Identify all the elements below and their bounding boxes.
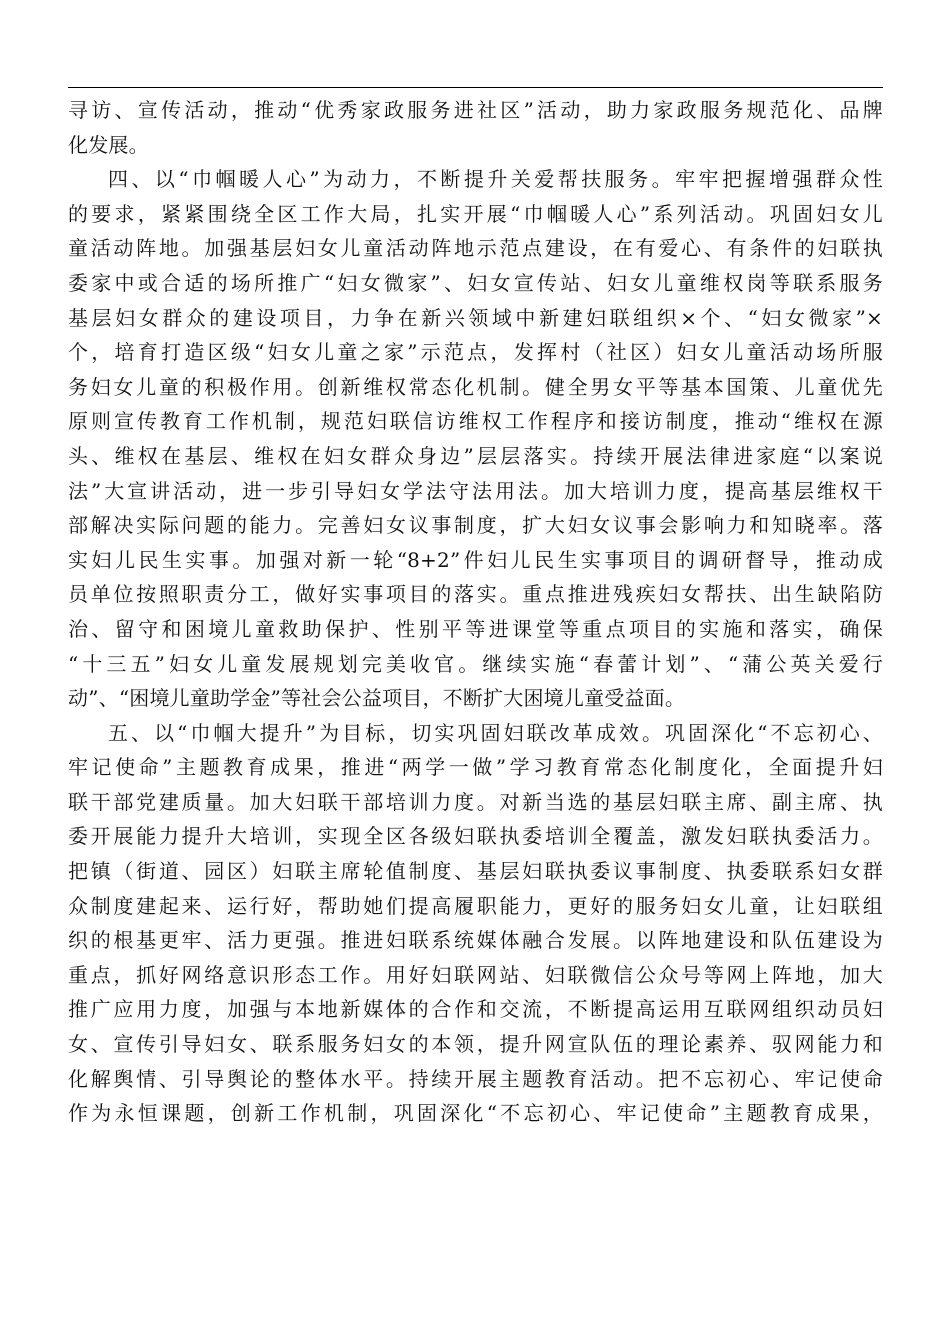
text-line: 推广应用力度，加强与本地新媒体的合作和交流，不断提高运用互联网组织动员妇 <box>68 997 883 1022</box>
text-line: 化解舆情、引导舆论的整体水平。持续开展主题教育活动。把不忘初心、牢记使命 <box>68 1066 883 1091</box>
text-line: 原则宣传教育工作机制，规范妇联信访维权工作程序和接访制度，推动“维权在源 <box>68 409 883 434</box>
text-line: 委家中或合适的场所推广“妇女微家”、妇女宣传站、妇女儿童维权岗等联系服务 <box>68 270 883 295</box>
text-line: 的要求，紧紧围绕全区工作大局，扎实开展“巾帼暖人心”系列活动。巩固妇女儿 <box>68 201 883 226</box>
text-line: 部解决实际问题的能力。完善妇女议事制度，扩大妇女议事会影响力和知晓率。落 <box>68 513 883 538</box>
header-rule <box>68 87 883 88</box>
text-line: 头、维权在基层、维权在妇女群众身边”层层落实。持续开展法律进家庭“以案说 <box>68 443 883 468</box>
text-line: 员单位按照职责分工，做好实事项目的落实。重点推进残疾妇女帮扶、出生缺陷防 <box>68 582 883 607</box>
text-line: 女、宣传引导妇女、联系服务妇女的本领，提升网宣队伍的理论素养、驭网能力和 <box>68 1032 883 1057</box>
text-line: 动”、“困境儿童助学金”等社会公益项目，不断扩大困境儿童受益面。 <box>68 686 686 711</box>
text-line: “十三五”妇女儿童发展规划完美收官。继续实施“春蕾计划”、“蒲公英关爱行 <box>68 651 883 676</box>
text-line: 实妇儿民生实事。加强对新一轮“8+2”件妇儿民生实事项目的调研督导，推动成 <box>68 547 883 572</box>
text-line: 治、留守和困境儿童救助保护、性别平等进课堂等重点项目的实施和落实，确保 <box>68 616 883 641</box>
text-line: 重点，抓好网络意识形态工作。用好妇联网站、妇联微信公众号等网上阵地，加大 <box>68 962 883 987</box>
text-line: 织的根基更牢、活力更强。推进妇联系统媒体融合发展。以阵地建设和队伍建设为 <box>68 928 883 953</box>
text-line: 四、以“巾帼暖人心”为动力，不断提升关爱帮扶服务。牢牢把握增强群众性 <box>108 167 883 192</box>
text-line: 化发展。 <box>68 132 149 157</box>
text-line: 童活动阵地。加强基层妇女儿童活动阵地示范点建设，在有爱心、有条件的妇联执 <box>68 236 883 261</box>
text-line: 委开展能力提升大培训，实现全区各级妇联执委培训全覆盖，激发妇联执委活力。 <box>68 824 883 849</box>
text-line: 个，培育打造区级“妇女儿童之家”示范点，发挥村（社区）妇女儿童活动场所服 <box>68 340 883 365</box>
text-line: 法”大宣讲活动，进一步引导妇女学法守法用法。加大培训力度，提高基层维权干 <box>68 478 883 503</box>
text-line: 联干部党建质量。加大妇联干部培训力度。对新当选的基层妇联主席、副主席、执 <box>68 789 883 814</box>
text-line: 把镇（街道、园区）妇联主席轮值制度、基层妇联执委议事制度、执委联系妇女群 <box>68 859 883 884</box>
text-line: 作为永恒课题，创新工作机制，巩固深化“不忘初心、牢记使命”主题教育成果， <box>68 1101 883 1126</box>
text-line: 务妇女儿童的积极作用。创新维权常态化机制。健全男女平等基本国策、儿童优先 <box>68 374 883 399</box>
text-line: 基层妇女群众的建设项目，力争在新兴领域中新建妇联组织×个、“妇女微家”× <box>68 305 883 330</box>
text-line: 众制度建起来、运行好，帮助她们提高履职能力，更好的服务妇女儿童，让妇联组 <box>68 893 883 918</box>
text-line: 五、以“巾帼大提升”为目标，切实巩固妇联改革成效。巩固深化“不忘初心、 <box>108 720 883 745</box>
document-body <box>68 93 883 1131</box>
text-line: 牢记使命”主题教育成果，推进“两学一做”学习教育常态化制度化，全面提升妇 <box>68 755 883 780</box>
text-line: 寻访、宣传活动，推动“优秀家政服务进社区”活动，助力家政服务规范化、品牌 <box>68 98 883 122</box>
